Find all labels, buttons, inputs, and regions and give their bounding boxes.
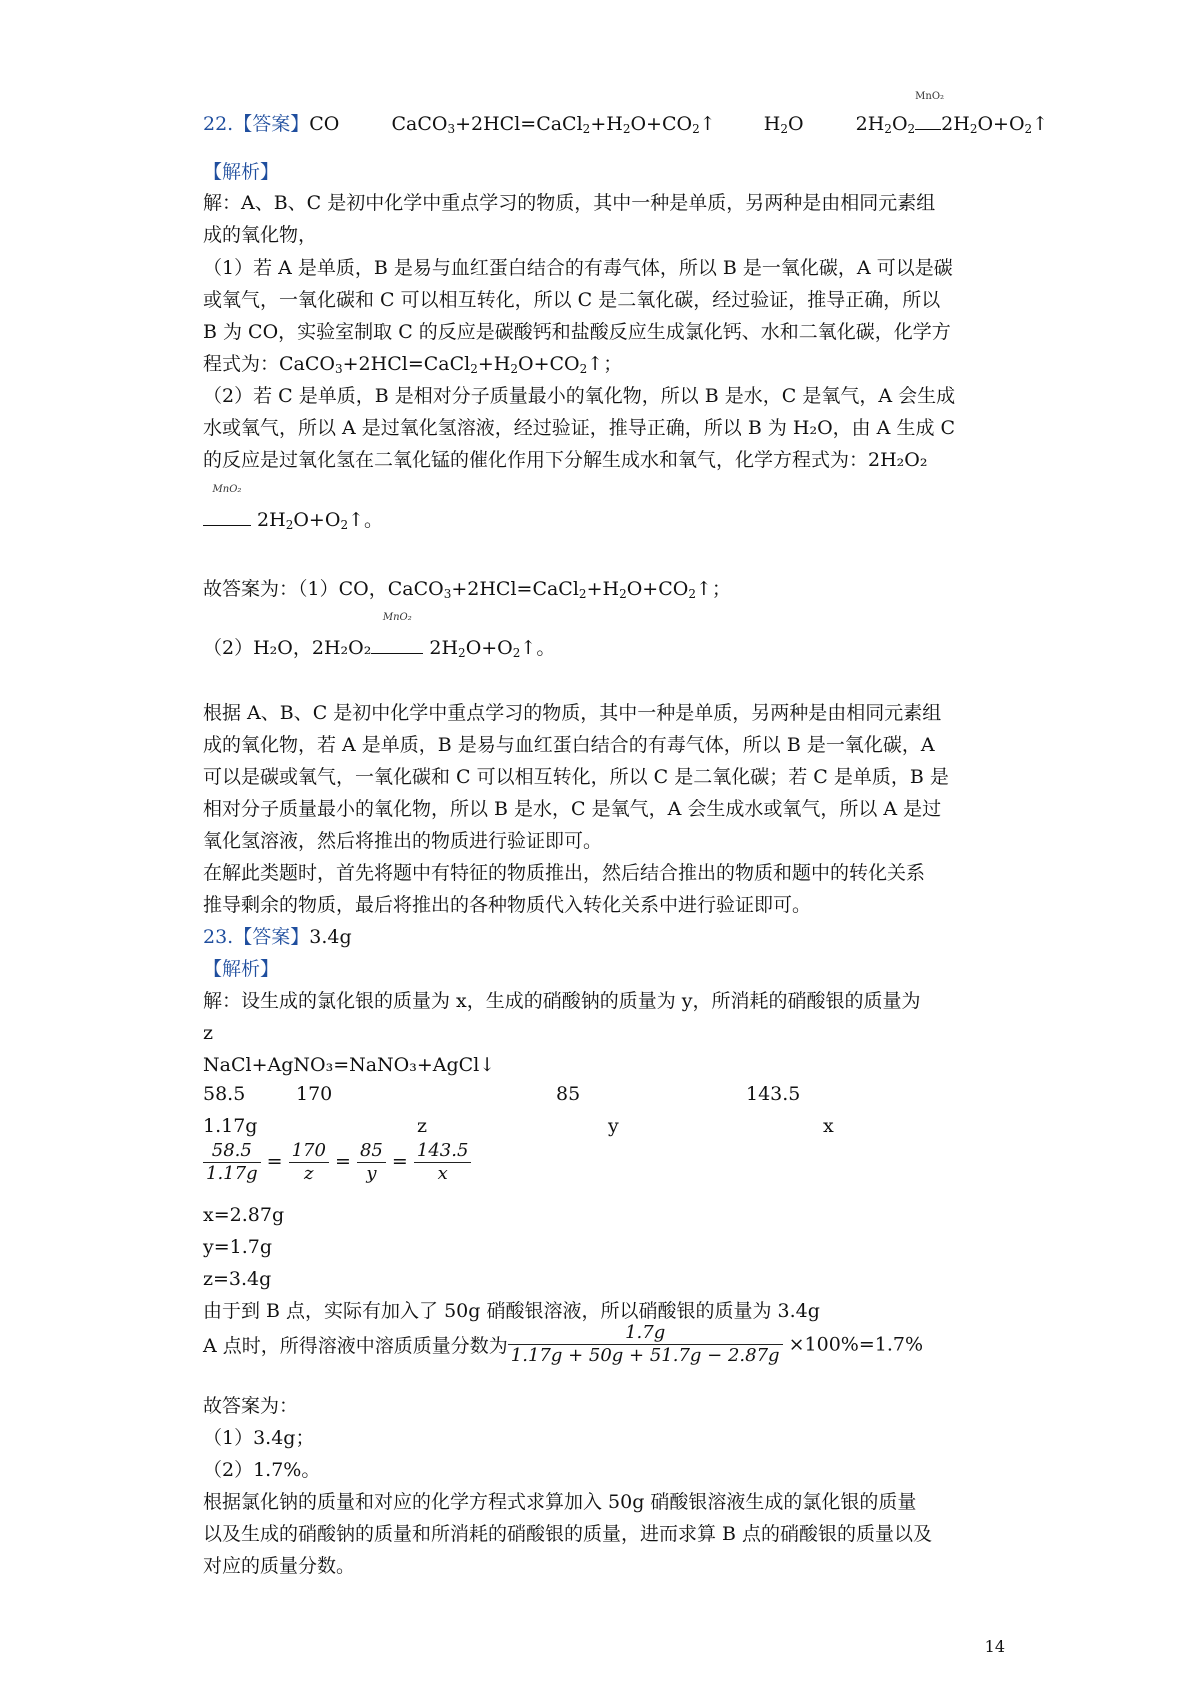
- catalyst-arrow: MnO₂: [915, 110, 941, 138]
- mass-fraction: $\frac{1.7g}{1.17g + 50g + 51.7g - 2.87g}$: [508, 1322, 783, 1367]
- ratio-frac-1: $\frac{58.5}{1.17g}$: [203, 1140, 261, 1185]
- mass-nano3: 85: [556, 1083, 581, 1105]
- q22-analysis-tag: 【解析】: [203, 161, 280, 183]
- a-point-line: A 点时，所得溶液中溶质质量分数为 $\frac{1.7g}{1.17g + 50g + 51.7g - 2.87g}$ ×100%=1.7%: [203, 1322, 924, 1366]
- result-z: z=3.4g: [203, 1268, 272, 1290]
- q22-summary-7: 推导剩余的物质，最后将推出的各种物质代入转化关系中进行验证即可。: [203, 894, 812, 916]
- q23-answer-tag: 【答案】: [233, 926, 310, 948]
- q22-para-2: 成的氧化物，: [203, 224, 318, 246]
- q22-para-3: （1）若 A 是单质，B 是易与血红蛋白结合的有毒气体，所以 B 是一氧化碳，A 可以是碳: [203, 257, 953, 279]
- result-x: x=2.87g: [203, 1204, 285, 1226]
- q23-ans-1: （1）3.4g；: [203, 1427, 315, 1449]
- q22-para-6: 程式为：$CaCO_3+2HCl=CaCl_2+H_2O+CO_2↑$；: [203, 353, 623, 376]
- q22-para-10: MnO₂ $2H_2O+O_2↑$。: [203, 506, 383, 539]
- q22-para-1: 解：A、B、C 是初中化学中重点学习的物质，其中一种是单质，另两种是由相同元素组: [203, 192, 936, 214]
- given-z: z: [417, 1115, 428, 1137]
- q22-summary-4: 相对分子质量最小的氧化物，所以 B 是水，C 是氧气，A 会生成水或氧气，所以 A 是过: [203, 798, 942, 820]
- q22-para-9: 的反应是过氧化氢在二氧化锰的催化作用下分解生成水和氧气，化学方程式为：2H₂O₂: [203, 449, 928, 471]
- page-number: 14: [984, 1637, 1005, 1656]
- q23-equation: NaCl+AgNO₃=NaNO₃+AgCl↓: [203, 1054, 496, 1076]
- q23-analysis-tag: 【解析】: [203, 958, 280, 980]
- b-point-line: 由于到 B 点，实际有加入了 50g 硝酸银溶液，所以硝酸银的质量为 3.4g: [203, 1300, 820, 1322]
- q22-para-4: 或氧气，一氧化碳和 C 可以相互转化，所以 C 是二氧化碳，经过验证，推导正确，所以: [203, 289, 941, 311]
- given-nacl: 1.17g: [203, 1115, 258, 1137]
- q22-answer-4: $2H_2O_2$ MnO₂ $2H_2O+O_2↑$: [855, 91, 1049, 136]
- q23-ans-head: 故答案为：: [203, 1395, 299, 1417]
- q23-para-1: 解：设生成的氯化银的质量为 x，生成的硝酸钠的质量为 y，所消耗的硝酸银的质量为: [203, 990, 921, 1012]
- given-x: x: [823, 1115, 834, 1137]
- ratio-frac-2: $\frac{170}{z}$: [289, 1140, 329, 1185]
- mass-agcl: 143.5: [746, 1083, 801, 1105]
- ratio-frac-3: $\frac{85}{y}$: [357, 1140, 386, 1185]
- mass-nacl: 58.5: [203, 1083, 246, 1105]
- q22-answer-2: $CaCO_3+2HCl=CaCl_2+H_2O+CO_2↑$: [391, 113, 716, 136]
- q22-summary-5: 氧化氢溶液，然后将推出的物质进行验证即可。: [203, 830, 603, 852]
- q22-answer-line: [203, 91, 1049, 143]
- ratio-frac-4: $\frac{143.5}{x}$: [414, 1140, 472, 1185]
- q22-final-answer-2: （2）H₂O，2H₂O₂ MnO₂ $2H_2O+O_2↑$。: [203, 612, 556, 660]
- equation-caco3: $CaCO_3+2HCl=CaCl_2+H_2O+CO_2↑$: [279, 353, 604, 376]
- given-y: y: [608, 1115, 619, 1137]
- catalyst-arrow: MnO₂: [203, 506, 251, 534]
- q23-answer: 3.4g: [309, 926, 352, 948]
- q22-para-8: 水或氧气，所以 A 是过氧化氢溶液，经过验证，推导正确，所以 B 为 H₂O，由 A 生成 C: [203, 417, 956, 439]
- q22-summary-2: 成的氧化物，若 A 是单质，B 是易与血红蛋白结合的有毒气体，所以 B 是一氧化碳，A: [203, 734, 935, 756]
- q22-answer-1: CO: [309, 113, 340, 135]
- q22-para-7: （2）若 C 是单质，B 是相对分子质量最小的氧化物，所以 B 是水，C 是氧气，A 会生成: [203, 385, 956, 407]
- q22-para-5: B 为 CO，实验室制取 C 的反应是碳酸钙和盐酸反应生成氯化钙、水和二氧化碳，化学方: [203, 321, 951, 343]
- q23-comment-3: 对应的质量分数。: [203, 1555, 356, 1577]
- q22-summary-6: 在解此类题时，首先将题中有特征的物质推出，然后结合推出的物质和题中的转化关系: [203, 862, 926, 884]
- catalyst-arrow: MnO₂: [371, 634, 423, 662]
- q23-para-2: z: [203, 1022, 214, 1044]
- q23-ans-2: （2）1.7%。: [203, 1459, 321, 1481]
- q22-answer-3: $H_2O$: [763, 113, 804, 136]
- q23-comment-2: 以及生成的硝酸钠的质量和所消耗的硝酸银的质量，进而求算 B 点的硝酸银的质量以及: [203, 1523, 933, 1545]
- q22-answer-tag: 【答案】: [233, 113, 310, 135]
- q22-final-answer-1: 故答案为：（1）CO，$CaCO_3+2HCl=CaCl_2+H_2O+CO_2↑$；: [203, 578, 731, 601]
- mass-agno3: 170: [296, 1083, 333, 1105]
- result-y: y=1.7g: [203, 1236, 273, 1258]
- q22-summary-1: 根据 A、B、C 是初中化学中重点学习的物质，其中一种是单质，另两种是由相同元素组: [203, 702, 942, 724]
- ratio-equation: $\frac{58.5}{1.17g}$ = $\frac{170}{z}$ = $\frac{85}{y}$ = $\frac{143.5}{x}$: [203, 1140, 471, 1185]
- q23-number: 23.: [203, 926, 234, 948]
- q22-number: 22.: [203, 113, 234, 135]
- q23-comment-1: 根据氯化钠的质量和对应的化学方程式求算加入 50g 硝酸银溶液生成的氯化银的质量: [203, 1491, 917, 1513]
- q22-summary-3: 可以是碳或氧气，一氧化碳和 C 可以相互转化，所以 C 是二氧化碳；若 C 是单质，B 是: [203, 766, 949, 788]
- q23-answer-line: [203, 923, 352, 951]
